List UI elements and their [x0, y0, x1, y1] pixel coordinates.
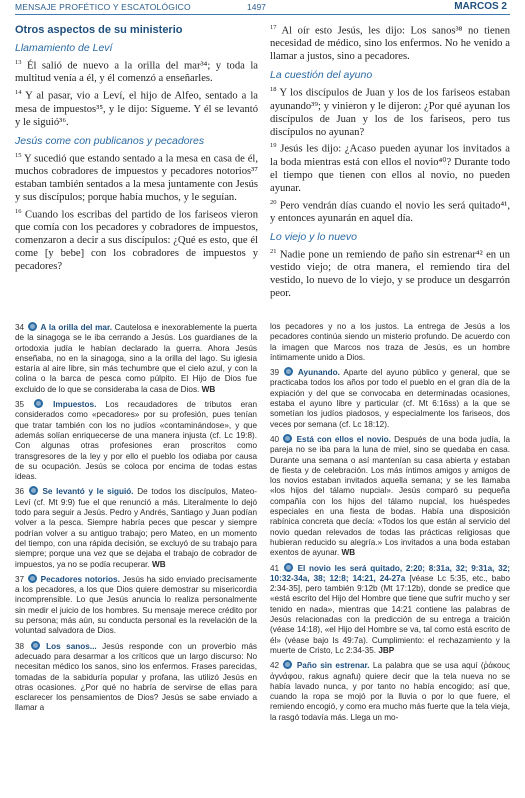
- verse-number: 20: [270, 198, 277, 206]
- study-note: [270, 563, 510, 657]
- verse-number: 13: [15, 59, 22, 66]
- verse-19: [270, 140, 510, 195]
- note-text: [véase Lc 5:35, etc., babo 2:34-35], pero también 9:12b (Mt 17:12b), donde se predice que «está escrito del Hijo del Hombre que tiene que sufrir mucho y ser tenido en nada», mientras que 14:21 contiene las palabras de Jesús relacionadas con la predicción de su entrega a traición (véase 14:18), «el Hijo del Hombre se va, tal como está escrito de él» (véase bajo Is 49:7a). Cumplimiento: el rechazamiento y la muerte de Cristo, Lc 2:34-35.: [270, 573, 511, 655]
- verse-text: Pero vendrán días cuando el novio les será quitado⁴¹, y entonces ayunarán en aquel día.: [270, 200, 510, 224]
- note-number: 34: [15, 323, 25, 332]
- note-text: Después de una boda judía, la pareja no se iba para la luna de miel, sino se quedaba en casa. Durante una semana o así mantenían su casa abierta y estaban de fiesta y de celebración. Los más íntimos amigos y amigos de los novios estaban invitados aquella semana; y se les llamaba «los hijos del tálamo nupcial». Jesús comparó su pequeña compañía con los hijos del tálamo nupcial, los huéspedes especiales en una fiesta de bodas. Había una disposición rabínica concreta que decía: «Todos los que están al servicio del novio quedan relevados de todas las prácticas religiosas que hubieran reducido su alegría.» Los invitados a una boda estaban exentos de ayunar.: [270, 434, 511, 558]
- note-heading: Pecadores notorios.: [40, 574, 120, 584]
- globe-icon: [283, 434, 292, 443]
- verse-20: [270, 197, 510, 226]
- study-note: [15, 486, 257, 569]
- verse-number: 18: [270, 86, 277, 94]
- note-heading: Se levantó y le siguió.: [42, 487, 134, 497]
- verse-16: [15, 206, 258, 274]
- subheading: Llamamiento de Leví: [15, 42, 113, 54]
- note-heading: Ayunando.: [297, 368, 340, 378]
- note-text: Jesús ha sido enviado precisamente a los pecadores, a los que Dios quiere demostrar su misericordia incomprensible. Lo que Jesús anuncia lo realiza personalmente sin medir el juicio de los hombres. Su mensaje merece crédito por su persona; más aún, su conducta personal es la revelación de la voluntad salvadora de Dios.: [15, 574, 257, 636]
- note-heading: Los sanos...: [46, 641, 97, 651]
- verse-number: 14: [15, 89, 22, 97]
- verse-text: Y los discípulos de Juan y los de los fariseos estaban ayunando³⁹; y vinieron y le dijeron: ¿Por qué ayunan los discípulos de Juan y los de los fariseos, pero tus discípulos no ayunan?: [270, 87, 510, 138]
- verse-15: [15, 150, 258, 205]
- study-note: [15, 641, 257, 714]
- magnifier-icon: [28, 322, 37, 331]
- note-text: De todos los discípulos, Mateo-Leví (cf. Mt 9:9) fue el que renunció a más. Literalmente lo dejó todo para seguir a Jesús. Pedro y Andrés, Santiago y Juan podían volver a la pesca. Siempre habría peces que pescar y siempre podrían volver a su antiguo trabajo; pero Mateo, en un momento del tiempo, con una rápida decisión, se excluyó de su trabajo para siempre; porque una vez que se dejaba el trabajo de cobrador de impuestos, ya no se podía recuperar.: [15, 487, 257, 569]
- note-number: 40: [270, 434, 280, 444]
- magnifier-icon: [34, 399, 43, 408]
- note-heading: A la orilla del mar.: [40, 323, 112, 332]
- magnifier-icon: [31, 641, 40, 650]
- text-column-left: [15, 22, 258, 275]
- globe-icon: [284, 367, 293, 376]
- subheading: Jesús come con publicanos y pecadores: [15, 134, 205, 147]
- verse-13: [15, 57, 258, 86]
- verse-14: [15, 87, 258, 129]
- note-heading: Paño sin estrenar.: [296, 661, 370, 671]
- verse-text: Nadie pone un remiendo de paño sin estrenar⁴² en un vestido viejo; de otra manera, el remiendo tira del vestido, lo nuevo de lo viejo, y se produce un desgarrón peor.: [270, 249, 510, 300]
- note-text: La palabra que se usa aquí (ῥάκους ἀγνάφου, rakus agnafu) quiere decir que la tela nueva no se había lavado nunca, y por tanto no había encogido; así que, cuando la ropa se mojó por la lluvia o por lo que fuere, el remiendo encogió, y como era mucho más fuerte que la tela vieja, la rasgó todavía más. Llega un mo-: [270, 661, 510, 722]
- running-head: MENSAJE PROFÉTICO Y ESCATOLÓGICO: [15, 2, 191, 12]
- verse-text: Al oír esto Jesús, les dijo: Los sanos³⁸ no tienen necesidad de médico, sino los enfermos. No he venido a llamar a justos, sino a pecadores.: [270, 25, 510, 63]
- magnifier-icon: [29, 486, 38, 495]
- book-icon: [284, 563, 293, 572]
- study-note: [270, 660, 510, 723]
- note-heading: Impuestos.: [53, 400, 97, 410]
- study-note: [270, 434, 510, 559]
- study-notes-right: [270, 322, 510, 727]
- note-number: 39: [270, 368, 280, 378]
- verse-text: Jesús les dijo: ¿Acaso pueden ayunar los invitados a la boda mientras está con ellos el novio⁴⁰? Durante todo el tiempo que tienen con ellos al novio, no pueden ayunar.: [270, 143, 510, 194]
- note-heading: Está con ellos el novio.: [296, 434, 391, 444]
- verse-number: 16: [15, 207, 22, 215]
- study-note: [15, 574, 257, 637]
- page-number: 1497: [247, 2, 266, 12]
- note-number: 35: [15, 400, 25, 410]
- verse-number: 21: [270, 247, 277, 255]
- text-column-right: [270, 22, 510, 302]
- verse-17: [270, 22, 510, 64]
- subheading: La cuestión del ayuno: [270, 69, 373, 82]
- note-number: 38: [15, 641, 25, 651]
- note-text: Los recaudadores de tributos eran considerados como «pecadores» por su profesión, pues tenían que tratar también con los no judíos «contaminándose», y que además solían enriquecerse de una manera injusta (cf. Lc 19:8). Con algunas otras profesiones eran proscritos como transgresores de la ley y por ello el pueblo los odiaba por causa de su ocupación. Jesús se coloca por encima de todas estas ideas.: [15, 400, 258, 482]
- note-heading: El novio les será quitado, 2:20; 8:31a, 32; 9:31a, 32; 10:32-34a, 38; 12:8; 14:21, 24-27a: [270, 563, 510, 583]
- verse-21: [270, 246, 510, 301]
- verse-text: Cuando los escribas del partido de los fariseos vieron que comía con los pecadores y cobradores de impuestos, comenzaron a decir a sus discípulos: ¿Qué es esto, que él come [y bebe] con los cobradores de impuestos y pecadores?: [15, 209, 258, 272]
- header-rule: [15, 14, 510, 15]
- note-number: 37: [15, 574, 25, 584]
- study-note: [15, 322, 257, 395]
- note-number: 42: [270, 661, 280, 671]
- note-text: Jesús responde con un proverbio más adecuado para desarmar a los críticos que un largo discurso: No necesitan médico los sanos, sino los enfermos. Frases parecidas, tomadas de la sabiduría popular y profana, las utilizó Jesús en otras ocasiones. ¿Por qué no habría de servirse de ellas para esclarecer los pensamientos de Dios? Jesús se sabe enviado a llamar a: [15, 641, 258, 713]
- note-source: WB: [341, 548, 356, 558]
- page-header: [0, 0, 525, 14]
- verse-text: Y al pasar, vio a Leví, el hijo de Alfeo, sentado a la mesa de impuestos³⁵, y le dijo: Sígueme. Y él se levantó y le siguió³⁶.: [15, 90, 258, 128]
- magnifier-icon: [28, 574, 37, 583]
- study-note: [15, 399, 257, 482]
- verse-number: 17: [270, 24, 277, 31]
- subheading: Lo viejo y lo nuevo: [270, 230, 357, 243]
- verse-text: Y sucedió que estando sentado a la mesa en casa de él, muchos cobradores de impuestos y pecadores notorios³⁷ estaban también sentados a la mesa juntamente con Jesús y sus discípulos; porque había muchos, y le seguían.: [15, 153, 258, 203]
- verse-18: [270, 84, 510, 139]
- note-text: Cautelosa e inexorablemente la puerta de la sinagoga se le iba cerrando a Jesús. Los guardianes de la ortodoxia judía le habían declarado la guerra. Ahora Jesús enseñaba, no en la sinagoga, sino a la orilla del lago. Su iglesia estaría al aire libre, sin más techumbre que el cielo azul, y con la colina o la barca de pesca como púlpito. El Hijo de Dios fue excluido de lo que se consideraba la casa de Dios.: [15, 323, 257, 394]
- note-number: 41: [270, 563, 280, 573]
- note-text: Aparte del ayuno público y general, que se practicaba todos los años por todo el pueblo en el gran día de la expiación y del que se convocaba en determinadas ocasiones, estaba el ayuno libre y particular (cf. Mt 6:16ss) a la que se sometían los judíos piadosos, y especialmente los fariseos, dos veces por semana (cf. Lc 18:12).: [270, 368, 510, 429]
- study-note-continued: [270, 322, 510, 363]
- study-notes-left: [15, 322, 257, 718]
- verse-text: Él salió de nuevo a la orilla del mar³⁴; y toda la multitud venía a él, y él comenzó a enseñarles.: [15, 60, 258, 85]
- note-source: WB: [152, 559, 166, 569]
- section-title: Otros aspectos de su ministerio: [15, 24, 183, 36]
- book-chapter: MARCOS 2: [454, 1, 507, 12]
- verse-number: 19: [270, 142, 277, 150]
- verse-number: 15: [15, 151, 22, 159]
- magnifier-icon: [283, 660, 292, 669]
- note-number: 36: [15, 487, 25, 497]
- study-note: [270, 367, 510, 430]
- note-text: los pecadores y no a los justos. La entrega de Jesús a los pecadores continúa siendo un misterio profundo. De acuerdo con la imagen que Marcos nos traza de Jesús, es un hombre íntimamente unido a Dios.: [270, 322, 510, 362]
- note-source: WB: [201, 384, 216, 394]
- note-source: JBP: [378, 645, 395, 655]
